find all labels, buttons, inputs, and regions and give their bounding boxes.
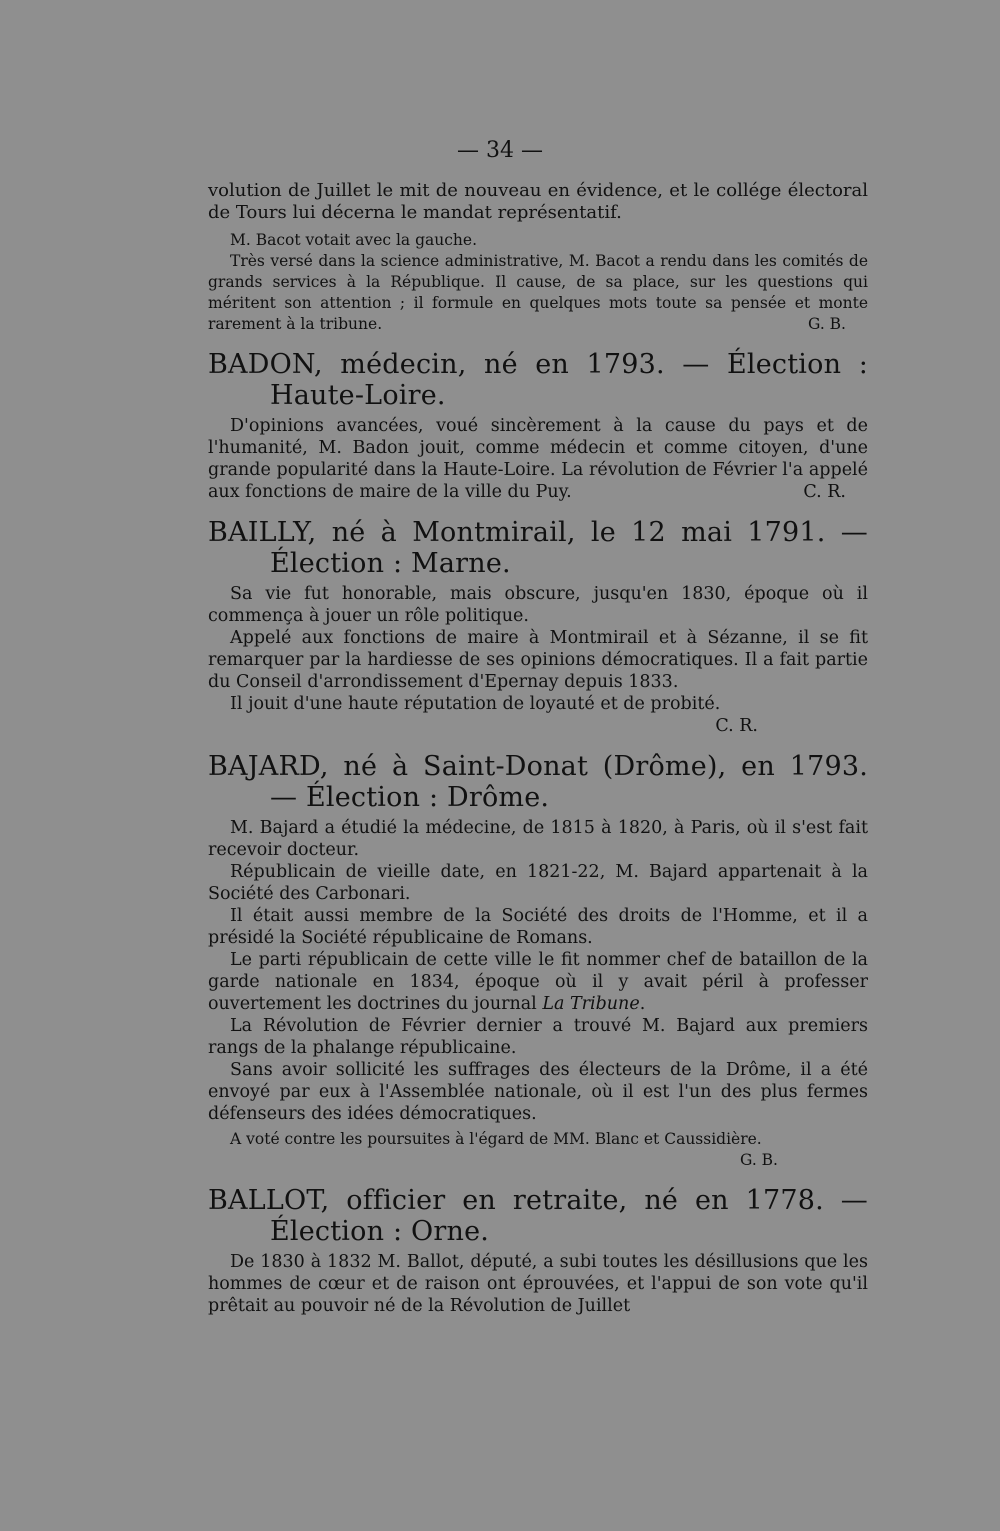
entry-paragraph (208, 949, 868, 1015)
journal-title: La Tribune (542, 994, 640, 1014)
entry-paragraph: M. Bajard a étudié la médecine, de 1815 à 1820, à Paris, où il s'est fait recevoir docteur. (208, 818, 868, 860)
entry-heading: BAJARD, né à Saint-Donat (Drôme), en 1793. — Élection : Drôme. (208, 751, 868, 813)
signature: G. B. (739, 1151, 778, 1169)
vote-note: A voté contre les poursuites à l'égard de MM. Blanc et Caussidière. (230, 1130, 762, 1148)
entry-paragraph: La Révolution de Février dernier a trouvé M. Bajard aux premiers rangs de la phalange républicaine. (208, 1016, 868, 1058)
entry-heading: BALLOT, officier en retraite, né en 1778. — Élection : Orne. (208, 1185, 868, 1247)
entry-paragraph: Sans avoir sollicité les suffrages des électeurs de la Drôme, il a été envoyé par eux à l'Assemblée nationale, où il est l'un des plus fermes défenseurs des idées démocratiques. (208, 1060, 868, 1124)
signature: C. R. (803, 482, 846, 502)
intro-paragraph: Très versé dans la science administrative, M. Bacot a rendu dans les comités de grands services à la République. Il cause, de sa place, sur les questions qui méritent son attention ; il formule en quelques mots toute sa pensée et monte rarement à la tribune. (208, 252, 868, 333)
page-number: — 34 — (457, 138, 543, 163)
entry-paragraph: Républicain de vieille date, en 1821-22, M. Bajard appartenait à la Société des Carbonari. (208, 862, 868, 904)
intro-paragraph: M. Bacot votait avec la gauche. (230, 231, 478, 249)
intro-paragraph: volution de Juillet le mit de nouveau en évidence, et le collége électoral de Tours lui décerna le mandat représentatif. (208, 180, 868, 223)
entry-paragraph: Sa vie fut honorable, mais obscure, jusqu'en 1830, époque où il commença à jouer un rôle politique. (208, 584, 868, 626)
entry-paragraph: Appelé aux fonctions de maire à Montmirail et à Sézanne, il se fit remarquer par la hardiesse de ses opinions démocratiques. Il a fait partie du Conseil d'arrondissement d'Epernay depuis 1833. (208, 628, 868, 692)
text-column (208, 180, 868, 1317)
entry-text: Le parti républicain de cette ville le fit nommer chef de bataillon de la garde nationale en 1834, époque où il y avait péril à professer ouvertement les doctrines du journal (208, 950, 868, 1014)
signature: G. B. (807, 315, 846, 333)
entry-paragraph: D'opinions avancées, voué sincèrement à la cause du pays et de l'humanité, M. Badon jouit, comme médecin et comme citoyen, d'une grande popularité dans la Haute-Loire. La révolution de Février l'a appelé aux fonctions de maire de la ville du Puy. (208, 416, 868, 502)
entry-paragraph: Il jouit d'une haute réputation de loyauté et de probité. (230, 694, 721, 714)
signature: C. R. (715, 716, 758, 736)
entry-paragraph: Il était aussi membre de la Société des droits de l'Homme, et il a présidé la Société républicaine de Romans. (208, 906, 868, 948)
entry-text: . (639, 994, 646, 1014)
entry-heading: BADON, médecin, né en 1793. — Élection : Haute-Loire. (208, 349, 868, 411)
entry-paragraph: De 1830 à 1832 M. Ballot, député, a subi toutes les désillusions que les hommes de cœur et de raison ont éprouvées, et l'appui de son vote qu'il prêtait au pouvoir né de la Révolution de Juillet (208, 1252, 868, 1316)
entry-heading: BAILLY, né à Montmirail, le 12 mai 1791. — Élection : Marne. (208, 517, 868, 579)
